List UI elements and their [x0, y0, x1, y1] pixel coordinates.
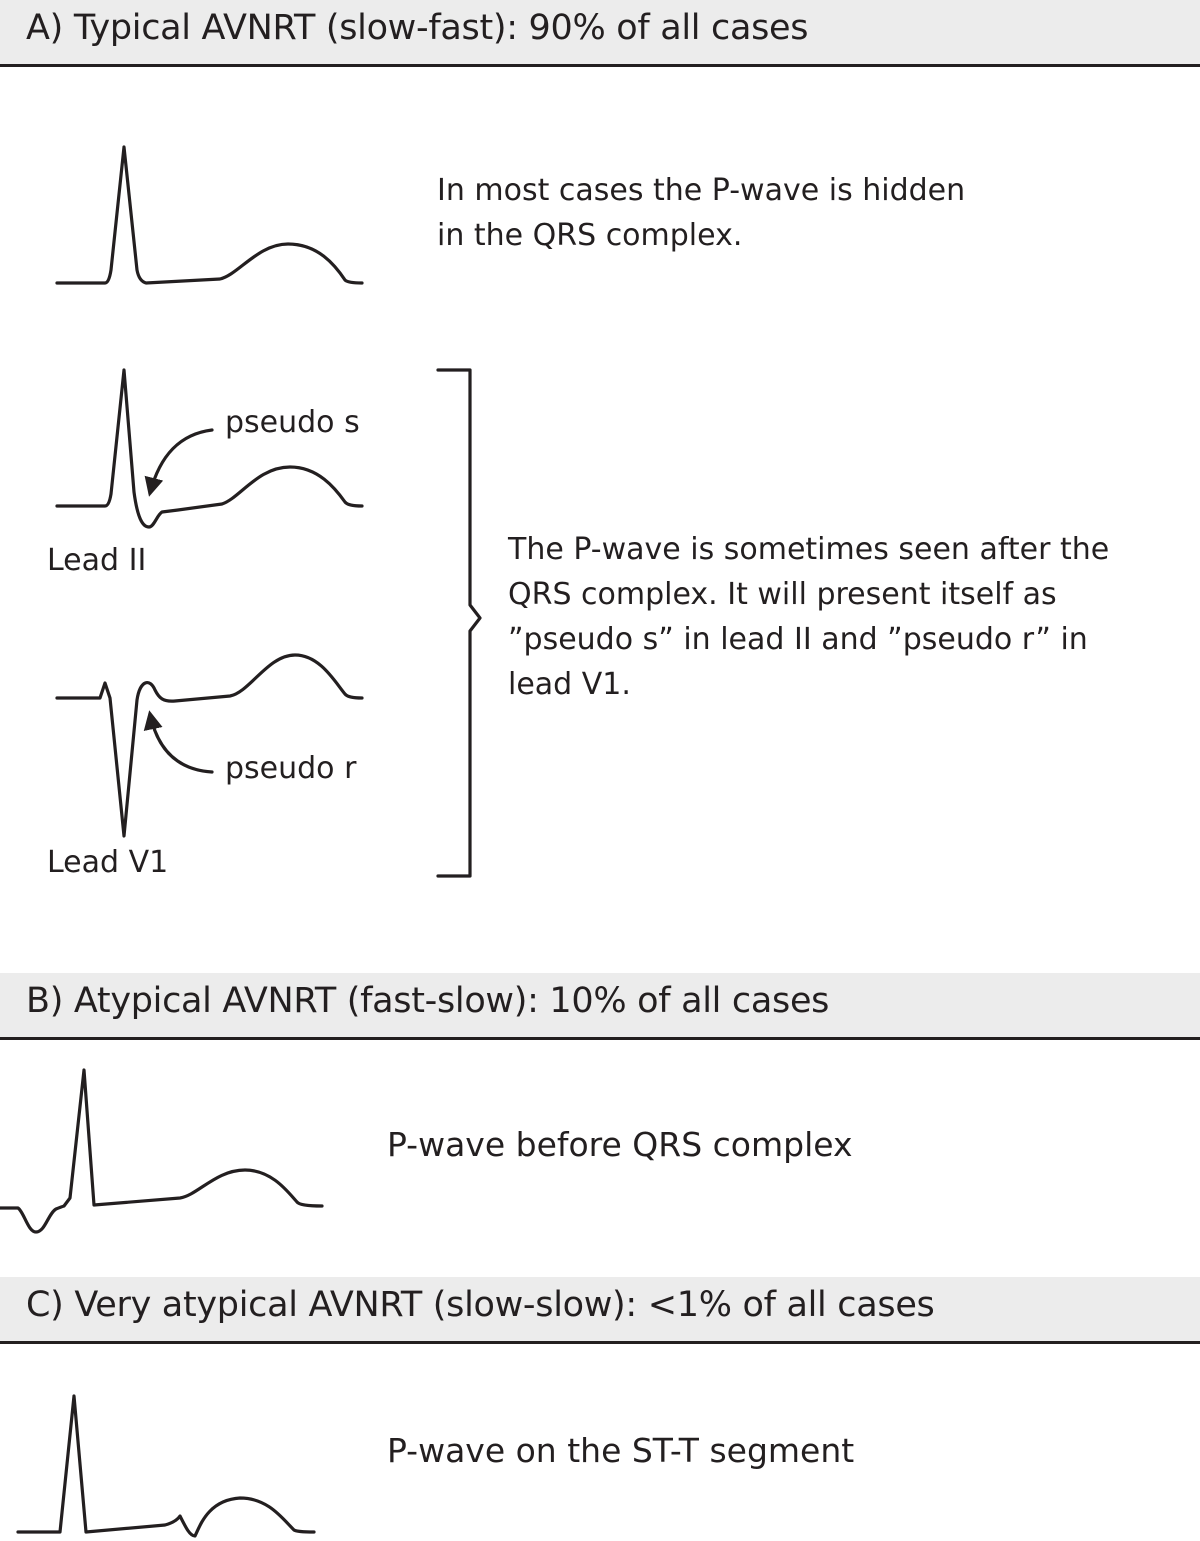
section-b-title: B) Atypical AVNRT (fast-slow): 10% of all cases: [26, 981, 830, 1021]
text-line: The P-wave is sometimes seen after the: [508, 532, 1110, 567]
ecg-trace-atypical: [0, 1070, 322, 1232]
text-line: In most cases the P-wave is hidden: [437, 173, 966, 208]
ecg-trace-lead-ii: [57, 370, 362, 527]
label-pseudo-s: pseudo s: [225, 405, 360, 440]
text-p-wave-before: P-wave before QRS complex: [387, 1125, 853, 1164]
pseudo-r-arrow: [150, 714, 212, 772]
bracket: [438, 370, 480, 876]
section-a-title: A) Typical AVNRT (slow-fast): 90% of all cases: [26, 8, 809, 48]
text-line: in the QRS complex.: [437, 218, 743, 253]
text-line: QRS complex. It will present itself as: [508, 577, 1057, 612]
label-lead-ii: Lead II: [47, 543, 147, 578]
ecg-trace-lead-v1: [57, 655, 362, 836]
section-c-title: C) Very atypical AVNRT (slow-slow): <1% of all cases: [26, 1285, 935, 1325]
text-p-wave-hidden: [437, 168, 965, 258]
text-line: ”pseudo s” in lead II and ”pseudo r” in: [508, 622, 1088, 657]
label-lead-v1: Lead V1: [47, 845, 169, 880]
text-p-wave-st-t: P-wave on the ST-T segment: [387, 1431, 855, 1470]
text-line: lead V1.: [508, 667, 631, 702]
pseudo-s-arrow: [150, 430, 212, 493]
ecg-trace-very-atypical: [18, 1396, 314, 1536]
text-p-wave-after: [508, 527, 1109, 707]
ecg-trace-typical: [57, 147, 362, 283]
label-pseudo-r: pseudo r: [225, 751, 357, 786]
